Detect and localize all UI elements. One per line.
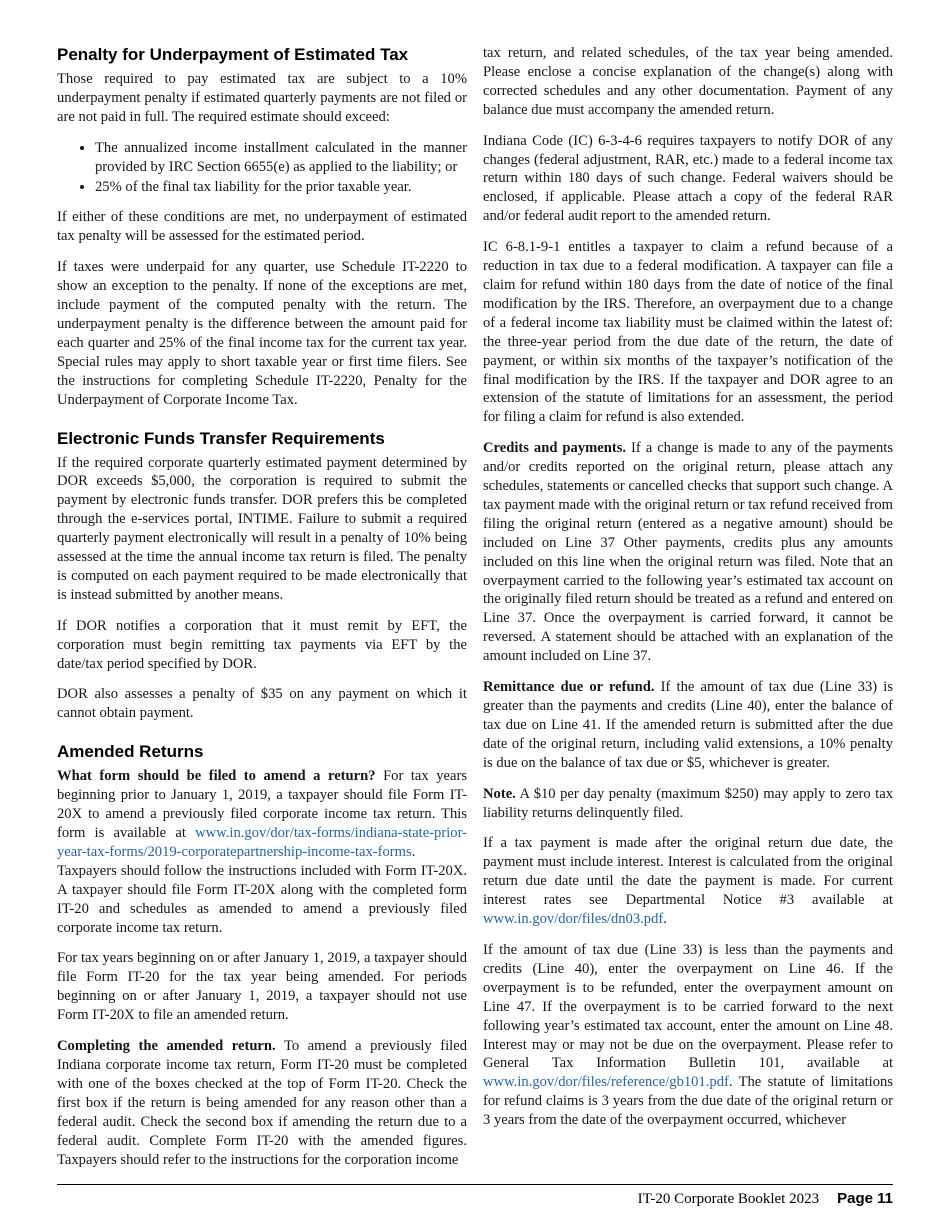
text-run: A $10 per day penalty (maximum $250) may apply to zero tax liability returns delinquently filed. — [483, 785, 893, 821]
paragraph — [483, 678, 893, 773]
footer-page-number: Page 11 — [837, 1190, 893, 1207]
paragraph — [57, 1037, 467, 1169]
text-run: . The statute of limitations for refund claims is 3 years from the due date of the original return or 3 years from the date of the overpayment occurred, whichever — [483, 1074, 893, 1129]
bullet-item — [95, 139, 467, 177]
text-run: . Taxpayers should follow the instructions included with Form IT-20X. A taxpayer should file Form IT-20X along with the completed form IT-20 and schedules as amended to amend a previously filed corporate income tax return. — [57, 843, 467, 936]
paragraph — [57, 70, 467, 127]
bold-lead-in: Completing the amended return. — [57, 1038, 276, 1055]
paragraph — [483, 941, 893, 1130]
text-run: The annualized income installment calculated in the manner provided by IRC Section 6655(e) as applied to the liability; or — [95, 139, 467, 175]
footer-text — [57, 1190, 893, 1208]
section-heading: Penalty for Underpayment of Estimated Tax — [57, 45, 409, 64]
text-run: . — [663, 911, 667, 928]
text-run: If DOR notifies a corporation that it must remit by EFT, the corporation must begin remitting tax payments via EFT by the date/tax period specified by DOR. — [57, 617, 467, 672]
text-run: Indiana Code (IC) 6-3-4-6 requires taxpayers to notify DOR of any changes (federal adjustment, RAR, etc.) made to a federal income tax return within 180 days of such change. Federal waivers should be enclosed, if applicable. Please attach a copy of the federal RAR and/or federal audit report to the amended return. — [483, 132, 893, 225]
text-run: If the amount of tax due (Line 33) is greater than the payments and credits (Line 40), enter the balance of tax due on Line 41. If the amended return is submitted after the due date of the original return, including valid extensions, a 10% penalty is due on the balance of tax due or $5, whichever is greater. — [483, 679, 894, 771]
text-run: IC 6-8.1-9-1 entitles a taxpayer to claim a refund because of a reduction in tax due to a federal modification. A taxpayer can file a claim for refund within 180 days from the date of notice of the final modification by the IRS. Therefore, an overpayment due to a change of a federal income tax liability must be claimed within the latest of: the three-year period from the due date of the return, the date of payment, or within six months of the taxpayer’s notification of the final modification by the IRS. If the taxpayer and DOR agree to an extension of the statute of limitations for an assessment, the period for filing a claim for refund is also extended. — [483, 239, 893, 426]
bold-lead-in: Credits and payments. — [483, 440, 627, 457]
text-run: If the required corporate quarterly estimated payment determined by DOR exceeds $5,000, the corporation is required to submit the payment by electronic funds transfer. DOR prefers this be completed through the e-services portal, INTIME. Failure to submit a required quarterly payment electronically will result in a penalty of 10% being assessed at the time the annual income tax return is filed. The penalty is computed on each payment required to be made electronically that is instead submitted by another means. — [57, 454, 467, 603]
paragraph — [57, 208, 467, 246]
paragraph — [57, 685, 467, 723]
hyperlink[interactable]: www.in.gov/dor/tax-forms/indiana-state-prior-year-tax-forms/2019-corporatepartnership-income-tax-forms — [57, 825, 467, 860]
paragraph — [57, 949, 467, 1025]
text-run: 25% of the final tax liability for the prior taxable year. — [95, 178, 412, 195]
paragraph — [57, 454, 467, 605]
hyperlink[interactable]: www.in.gov/dor/files/reference/gb101.pdf — [483, 1074, 729, 1091]
text-run: If a change is made to any of the payments and/or credits reported on the original return, please attach any schedules, statements or cancelled checks that support such change. A tax payment made with the original return or tax refund received from filing the original return (entered as a negative amount) should be included on Line 37 Other payments, credits plus any amounts included on this line when the original return was filed. Note that an overpayment carried to the following year’s estimated tax account on the originally filed return should be treated as a refund and entered on Line 37. Once the overpayment is carried forward, it cannot be reversed. A statement should be attached with an explanation of the amount included on Line 37. — [483, 440, 894, 665]
text-run: If a tax payment is made after the original return due date, the payment must include interest. Interest is calculated from the original return due date until the date the payment is made. For current interest rates see Departmental Notice #3 available at — [483, 835, 893, 909]
bold-lead-in: Note. — [483, 785, 516, 802]
text-run: If either of these conditions are met, no underpayment of estimated tax penalty will be assessed for the estimated period. — [57, 209, 467, 245]
text-run: For tax years beginning prior to January 1, 2019, a taxpayer should file Form IT-20X to amend a previously filed corporate income tax return. This form is available at — [57, 768, 468, 841]
footer-booklet-title: IT-20 Corporate Booklet 2023 — [637, 1191, 820, 1207]
paragraph — [57, 617, 467, 674]
section-heading: Electronic Funds Transfer Requirements — [57, 428, 385, 448]
text-run: DOR also assesses a penalty of $35 on any payment on which it cannot obtain payment. — [57, 686, 467, 722]
text-run: For tax years beginning on or after January 1, 2019, a taxpayer should file Form IT-20 for the tax year being amended. For periods beginning on or after January 1, 2019, a taxpayer should not use Form IT-20X to file an amended return. — [57, 950, 467, 1024]
paragraph — [483, 785, 893, 823]
page-footer — [57, 1182, 893, 1208]
paragraph — [483, 238, 893, 427]
column-right — [483, 44, 893, 1181]
text-run: To amend a previously filed Indiana corporate income tax return, Form IT-20 must be completed with one of the boxes checked at the top of Form IT-20. Check the first box if the return is being amended for any reason other than a federal audit. Check the second box if amending the return due to a federal audit. Complete Form IT-20 with the amended figures. Taxpayers should refer to the instructions for the corporation income — [57, 1038, 467, 1168]
paragraph — [57, 767, 467, 937]
paragraph — [483, 44, 893, 120]
footer-rule — [57, 1184, 893, 1185]
column-left — [57, 44, 467, 1181]
text-run: tax return, and related schedules, of the tax year being amended. Please enclose a concise explanation of the change(s) along with corrected schedules and any other documentation. Payment of any balance due must accompany the amended return. — [483, 45, 893, 118]
paragraph — [483, 132, 893, 227]
paragraph — [57, 258, 467, 409]
bold-lead-in: Remittance due or refund. — [483, 679, 655, 696]
bullet-item — [95, 178, 467, 197]
text-run: Those required to pay estimated tax are subject to a 10% underpayment penalty if estimated quarterly payments are not filed or are not paid in full. The required estimate should exceed: — [57, 71, 467, 125]
text-run: If the amount of tax due (Line 33) is less than the payments and credits (Line 40), enter the overpayment on Line 46. If the overpayment is to be refunded, enter the overpayment amount on Line 47. If the overpayment is to be carried forward to the next following year’s estimated tax account, enter the amount on Line 48. Interest may or may not be due on the overpayment. Please refer to General Tax Information Bulletin 101, available at — [483, 941, 893, 1072]
content-columns — [57, 44, 893, 1181]
paragraph — [483, 439, 893, 666]
section-heading: Amended Returns — [57, 742, 204, 762]
text-run: If taxes were underpaid for any quarter, use Schedule IT-2220 to show an exception to the penalty. If none of the exceptions are met, include payment of the computed penalty with the return. The underpayment penalty is the difference between the amount paid for each quarter and 25% of the final income tax for the current tax year. Special rules may apply to short taxable year or first time filers. See the instructions for completing Schedule IT-2220, Penalty for the Underpayment of Corporate Income Tax. — [57, 259, 467, 408]
hyperlink[interactable]: www.in.gov/dor/files/dn03.pdf — [483, 911, 664, 928]
paragraph — [483, 834, 893, 929]
bold-lead-in: What form should be filed to amend a return? — [57, 768, 376, 785]
bullet-list — [57, 139, 467, 197]
